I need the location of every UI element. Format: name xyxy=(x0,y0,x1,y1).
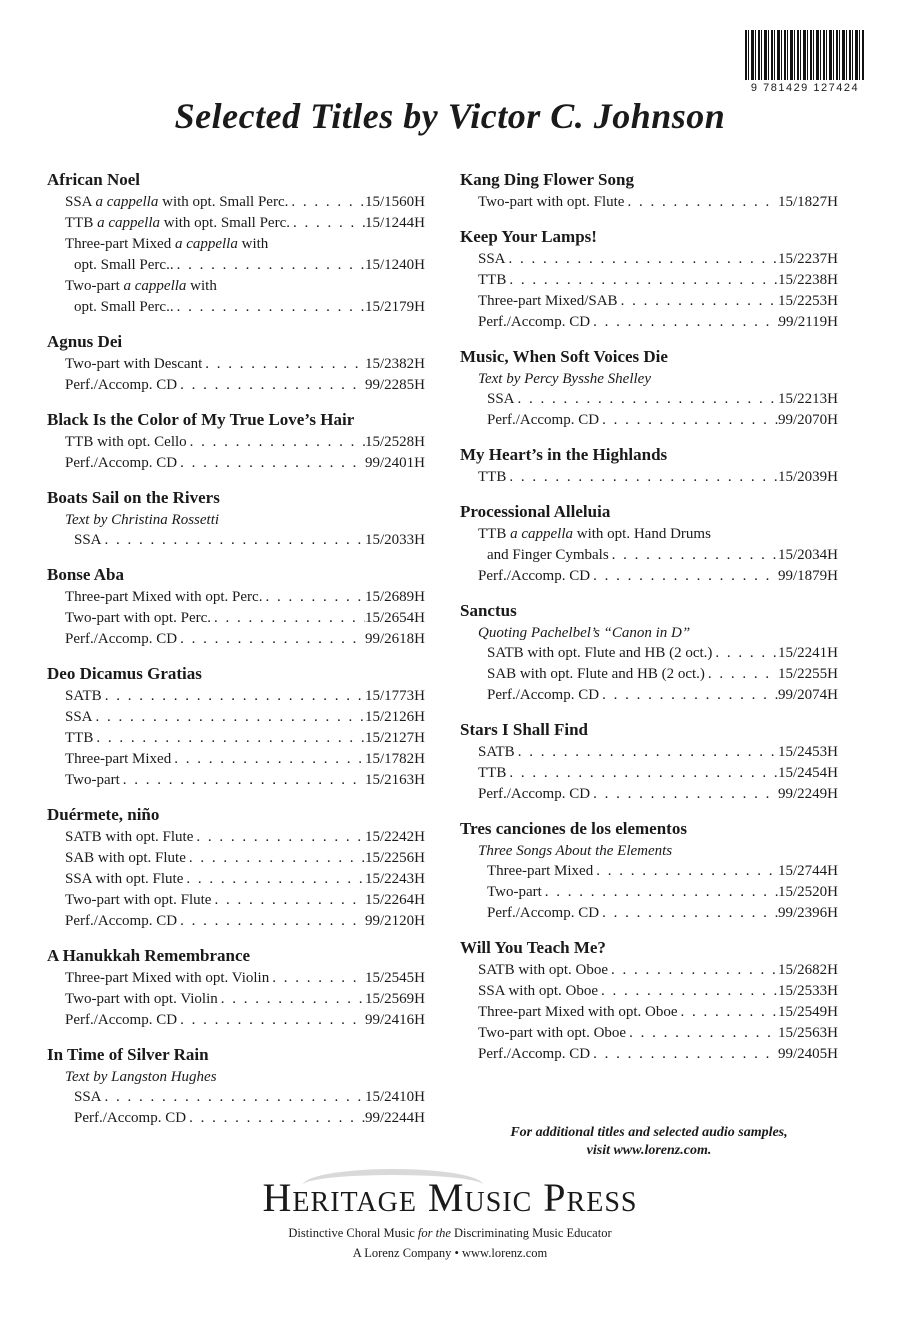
edition-row xyxy=(47,686,425,707)
catalog-number: 15/2127H xyxy=(365,730,425,746)
dot-leader xyxy=(193,827,365,848)
edition-label: Two-part with opt. Perc. xyxy=(65,610,212,626)
dot-leader xyxy=(120,770,365,791)
edition-label: Two-part with opt. Violin xyxy=(65,991,218,1007)
catalog-number: 15/1827H xyxy=(778,194,838,210)
work-subtitle: Text by Langston Hughes xyxy=(65,1069,217,1085)
edition-label: Two-part with opt. Flute xyxy=(65,892,212,908)
work-title: Deo Dicamus Gratias xyxy=(47,664,202,683)
work-entry xyxy=(47,563,425,650)
edition-label: Two-part with opt. Flute xyxy=(478,194,625,210)
edition-row xyxy=(47,587,425,608)
edition-label: Perf./Accomp. CD xyxy=(65,377,178,393)
dot-leader xyxy=(174,297,365,318)
work-title: Music, When Soft Voices Die xyxy=(460,347,668,366)
edition-label: opt. Small Perc.. xyxy=(74,299,174,315)
catalog-number: 15/2520H xyxy=(778,884,838,900)
edition-row xyxy=(47,192,425,213)
work-subtitle: Quoting Pachelbel’s “Canon in D” xyxy=(478,625,691,641)
edition-text: a cappella xyxy=(174,236,238,252)
dot-leader xyxy=(590,1044,778,1065)
edition-label: and Finger Cymbals xyxy=(487,547,609,563)
work-entry xyxy=(460,345,838,431)
edition-row xyxy=(460,960,838,981)
work-entry xyxy=(47,944,425,1031)
barcode-bars xyxy=(745,30,865,80)
edition-row xyxy=(47,1087,425,1108)
edition-label: Perf./Accomp. CD xyxy=(487,905,600,921)
dot-leader xyxy=(678,1002,778,1023)
edition-label: SSA with opt. Flute xyxy=(65,871,184,887)
dot-leader xyxy=(102,686,365,707)
edition-row xyxy=(47,530,425,551)
dot-leader xyxy=(598,981,778,1002)
publisher-footer xyxy=(0,1175,900,1263)
edition-text: SSA xyxy=(65,194,96,210)
work-title: African Noel xyxy=(47,170,141,189)
edition-text: TTB xyxy=(478,526,511,542)
catalog-number: 99/2249H xyxy=(778,786,838,802)
edition-row xyxy=(460,861,838,882)
catalog-number: 99/2070H xyxy=(778,412,838,428)
edition-row xyxy=(460,763,838,784)
edition-label: SSA xyxy=(487,391,515,407)
tagline-part-a: Distinctive Choral Music xyxy=(288,1226,418,1240)
dot-leader xyxy=(599,410,778,431)
edition-row xyxy=(460,664,838,685)
dot-leader xyxy=(93,728,365,749)
note-line-1: For additional titles and selected audio samples, xyxy=(510,1125,788,1140)
catalog-number: 15/2163H xyxy=(365,772,425,788)
catalog-number: 99/2618H xyxy=(365,631,425,647)
edition-row xyxy=(47,848,425,869)
edition-label: Perf./Accomp. CD xyxy=(65,1012,178,1028)
edition-label: Two-part xyxy=(65,772,120,788)
work-title: Tres canciones de los elementos xyxy=(460,819,687,838)
edition-label xyxy=(65,213,290,234)
catalog-number: 15/2256H xyxy=(365,850,425,866)
work-subtitle: Three Songs About the Elements xyxy=(478,843,673,859)
edition-row xyxy=(460,192,838,213)
catalog-number: 15/2241H xyxy=(778,645,838,661)
dot-leader xyxy=(183,869,365,890)
edition-text: TTB xyxy=(65,215,98,231)
catalog-number: 15/2255H xyxy=(778,666,838,682)
edition-label: Perf./Accomp. CD xyxy=(478,1046,591,1062)
edition-row xyxy=(47,911,425,932)
catalog-number: 15/2039H xyxy=(778,469,838,485)
catalog-number: 15/2034H xyxy=(778,547,838,563)
work-title: My Heart’s in the Highlands xyxy=(460,445,668,464)
catalog-number: 15/2453H xyxy=(778,744,838,760)
edition-text: with xyxy=(186,278,217,294)
isbn-number: 9 781429 127424 xyxy=(750,82,860,94)
dot-leader xyxy=(590,312,778,333)
work-entry xyxy=(47,168,425,318)
edition-row xyxy=(460,981,838,1002)
work-entry xyxy=(460,500,838,587)
catalog-number: 15/2744H xyxy=(778,863,838,879)
edition-label: Perf./Accomp. CD xyxy=(65,631,178,647)
edition-row xyxy=(460,742,838,763)
work-entry xyxy=(47,803,425,932)
work-entry xyxy=(460,443,838,488)
edition-label: Perf./Accomp. CD xyxy=(65,455,178,471)
edition-line xyxy=(47,276,425,297)
edition-label: opt. Small Perc.. xyxy=(74,257,174,273)
edition-row xyxy=(460,291,838,312)
work-entry xyxy=(47,330,425,396)
catalog-number: 15/2454H xyxy=(778,765,838,781)
catalog-number: 15/2533H xyxy=(778,983,838,999)
dot-leader xyxy=(590,784,778,805)
work-entry xyxy=(47,408,425,474)
work-entry xyxy=(47,1043,425,1129)
catalog-number: 15/2682H xyxy=(778,962,838,978)
edition-row xyxy=(460,389,838,410)
edition-row xyxy=(47,1010,425,1031)
catalog-number: 15/2238H xyxy=(778,272,838,288)
catalog-number: 15/2213H xyxy=(778,391,838,407)
dot-leader xyxy=(211,608,365,629)
dot-leader xyxy=(187,432,365,453)
catalog-number: 15/2126H xyxy=(365,709,425,725)
edition-row xyxy=(47,968,425,989)
edition-label: TTB with opt. Cello xyxy=(65,434,187,450)
catalog-number: 99/2244H xyxy=(365,1110,425,1126)
work-entry xyxy=(460,599,838,706)
work-entry xyxy=(460,168,838,213)
catalog-number: 15/2569H xyxy=(365,991,425,1007)
edition-row xyxy=(460,1023,838,1044)
dot-leader xyxy=(593,861,778,882)
edition-row xyxy=(460,249,838,270)
dot-leader xyxy=(705,664,778,685)
edition-label: Three-part Mixed with opt. Perc. xyxy=(65,589,263,605)
dot-leader xyxy=(177,911,365,932)
dot-leader xyxy=(211,890,365,911)
dot-leader xyxy=(288,192,365,213)
edition-label: SATB with opt. Oboe xyxy=(478,962,609,978)
tagline-for: for the xyxy=(417,1226,451,1240)
edition-row xyxy=(460,467,838,488)
catalog-number: 15/2243H xyxy=(365,871,425,887)
edition-label: SATB with opt. Flute xyxy=(65,829,194,845)
dot-leader xyxy=(202,354,365,375)
catalog-number: 15/2382H xyxy=(365,356,425,372)
edition-label: Two-part with opt. Oboe xyxy=(478,1025,627,1041)
edition-label: Three-part Mixed with opt. Oboe xyxy=(478,1004,678,1020)
edition-row xyxy=(460,882,838,903)
edition-row xyxy=(460,903,838,924)
catalog-number: 15/1782H xyxy=(365,751,425,767)
work-title: Processional Alleluia xyxy=(460,502,611,521)
dot-leader xyxy=(262,587,365,608)
dot-leader xyxy=(102,530,365,551)
publisher-logo xyxy=(263,1175,638,1221)
edition-text: with opt. Small Perc. xyxy=(160,215,290,231)
dot-leader xyxy=(177,453,365,474)
edition-label: Perf./Accomp. CD xyxy=(74,1110,187,1126)
catalog-number: 15/1240H xyxy=(365,257,425,273)
edition-row xyxy=(47,707,425,728)
edition-line xyxy=(47,234,425,255)
right-column xyxy=(460,168,838,1077)
work-title: Kang Ding Flower Song xyxy=(460,170,634,189)
work-title: Duérmete, niño xyxy=(47,805,160,824)
dot-leader xyxy=(626,1023,778,1044)
work-title: A Hanukkah Remembrance xyxy=(47,946,251,965)
edition-text: a cappella xyxy=(97,215,160,231)
catalog-number: 99/2405H xyxy=(778,1046,838,1062)
catalog-number: 15/1560H xyxy=(365,194,425,210)
work-title: Stars I Shall Find xyxy=(460,720,589,739)
dot-leader xyxy=(599,685,778,706)
catalog-number: 15/2545H xyxy=(365,970,425,986)
dot-leader xyxy=(599,903,778,924)
catalog-number: 15/2689H xyxy=(365,589,425,605)
work-title: Black Is the Color of My True Love’s Hair xyxy=(47,410,355,429)
dot-leader xyxy=(618,291,778,312)
work-title: Agnus Dei xyxy=(47,332,123,351)
work-entry xyxy=(460,718,838,805)
catalog-number: 99/2416H xyxy=(365,1012,425,1028)
catalog-number: 15/2253H xyxy=(778,293,838,309)
edition-label: Perf./Accomp. CD xyxy=(65,913,178,929)
dot-leader xyxy=(609,545,778,566)
work-title: Boats Sail on the Rivers xyxy=(47,488,220,507)
catalog-number: 15/2242H xyxy=(365,829,425,845)
edition-row xyxy=(47,728,425,749)
edition-label: Perf./Accomp. CD xyxy=(487,687,600,703)
edition-text: Two-part xyxy=(65,278,124,294)
edition-label: Perf./Accomp. CD xyxy=(478,314,591,330)
catalog-number: 99/2396H xyxy=(778,905,838,921)
work-subtitle: Text by Christina Rossetti xyxy=(65,512,220,528)
edition-label: SAB with opt. Flute and HB (2 oct.) xyxy=(487,666,705,682)
left-column xyxy=(47,168,425,1141)
edition-label: TTB xyxy=(478,469,507,485)
catalog-number: 99/2119H xyxy=(778,314,838,330)
edition-label: SSA xyxy=(478,251,506,267)
work-title: In Time of Silver Rain xyxy=(47,1045,209,1064)
edition-label: Perf./Accomp. CD xyxy=(487,412,600,428)
dot-leader xyxy=(506,467,778,488)
work-entry xyxy=(47,486,425,551)
company-line: A Lorenz Company • www.lorenz.com xyxy=(352,1246,548,1260)
catalog-number: 15/2549H xyxy=(778,1004,838,1020)
edition-row xyxy=(47,213,425,234)
edition-label: Two-part xyxy=(487,884,542,900)
catalog-number: 15/2410H xyxy=(365,1089,425,1105)
edition-label: Three-part Mixed xyxy=(65,751,172,767)
catalog-number: 99/2401H xyxy=(365,455,425,471)
website-note xyxy=(460,1124,838,1160)
edition-text: a cappella xyxy=(510,526,573,542)
edition-row xyxy=(47,869,425,890)
edition-row xyxy=(47,375,425,396)
edition-row xyxy=(460,643,838,664)
edition-line xyxy=(460,524,838,545)
work-entry xyxy=(47,662,425,791)
work-entry xyxy=(460,225,838,333)
dot-leader xyxy=(269,968,365,989)
dot-leader xyxy=(174,255,365,276)
dot-leader xyxy=(102,1087,365,1108)
dot-leader xyxy=(290,213,365,234)
dot-leader xyxy=(590,566,778,587)
edition-row xyxy=(47,989,425,1010)
edition-text: a cappella xyxy=(123,278,187,294)
edition-row xyxy=(460,685,838,706)
catalog-number: 15/2528H xyxy=(365,434,425,450)
edition-text: with opt. Small Perc. xyxy=(158,194,289,210)
work-entry xyxy=(460,817,838,924)
dot-leader xyxy=(177,1010,365,1031)
edition-label xyxy=(65,192,288,213)
edition-row xyxy=(47,749,425,770)
edition-text: with opt. Hand Drums xyxy=(573,526,711,542)
dot-leader xyxy=(186,848,365,869)
edition-row xyxy=(460,312,838,333)
note-line-2: visit www.lorenz.com. xyxy=(586,1143,712,1158)
work-title: Keep Your Lamps! xyxy=(460,227,597,246)
catalog-number: 99/1879H xyxy=(778,568,838,584)
edition-label: SSA with opt. Oboe xyxy=(478,983,599,999)
edition-label: Three-part Mixed xyxy=(487,863,594,879)
dot-leader xyxy=(177,629,365,650)
dot-leader xyxy=(506,270,778,291)
edition-row xyxy=(47,453,425,474)
page-title: Selected Titles by Victor C. Johnson xyxy=(174,96,726,136)
edition-row xyxy=(47,827,425,848)
edition-label: Perf./Accomp. CD xyxy=(478,786,591,802)
dot-leader xyxy=(608,960,778,981)
edition-label: TTB xyxy=(478,272,507,288)
edition-row xyxy=(47,890,425,911)
edition-label: TTB xyxy=(478,765,507,781)
edition-text: a cappella xyxy=(95,194,159,210)
catalog-number: 15/1773H xyxy=(365,688,425,704)
edition-row xyxy=(460,1002,838,1023)
edition-row xyxy=(47,608,425,629)
dot-leader xyxy=(186,1108,365,1129)
edition-label: SATB with opt. Flute and HB (2 oct.) xyxy=(487,645,713,661)
edition-label: Perf./Accomp. CD xyxy=(478,568,591,584)
dot-leader xyxy=(624,192,778,213)
dot-leader xyxy=(515,389,778,410)
catalog-number: 15/2264H xyxy=(365,892,425,908)
edition-row xyxy=(47,1108,425,1129)
dot-leader xyxy=(177,375,365,396)
edition-row xyxy=(460,410,838,431)
edition-row xyxy=(460,545,838,566)
edition-label: SSA xyxy=(74,1089,102,1105)
dot-leader xyxy=(218,989,365,1010)
catalog-number: 15/2237H xyxy=(778,251,838,267)
edition-row xyxy=(47,432,425,453)
barcode xyxy=(745,30,865,94)
catalog-number: 15/2654H xyxy=(365,610,425,626)
catalog-number: 15/2033H xyxy=(365,532,425,548)
publisher-name: Heritage Music Press xyxy=(262,1175,638,1220)
catalog-number: 99/2285H xyxy=(365,377,425,393)
dot-leader xyxy=(506,763,778,784)
edition-row xyxy=(47,629,425,650)
dot-leader xyxy=(542,882,778,903)
edition-label: Three-part Mixed with opt. Violin xyxy=(65,970,270,986)
publisher-tagline xyxy=(0,1223,900,1243)
edition-row xyxy=(47,770,425,791)
edition-label: Two-part with Descant xyxy=(65,356,203,372)
edition-label: SSA xyxy=(65,709,93,725)
edition-label: SSA xyxy=(74,532,102,548)
edition-text: Three-part Mixed xyxy=(65,236,175,252)
edition-row xyxy=(460,566,838,587)
catalog-number: 15/2563H xyxy=(778,1025,838,1041)
catalog-number: 15/2179H xyxy=(365,299,425,315)
dot-leader xyxy=(712,643,778,664)
edition-label: TTB xyxy=(65,730,94,746)
dot-leader xyxy=(93,707,365,728)
catalog-number: 99/2120H xyxy=(365,913,425,929)
edition-row xyxy=(460,1044,838,1065)
edition-label: SAB with opt. Flute xyxy=(65,850,186,866)
work-entry xyxy=(460,936,838,1065)
edition-row xyxy=(460,784,838,805)
edition-row xyxy=(47,255,425,276)
work-title: Sanctus xyxy=(460,601,517,620)
dot-leader xyxy=(515,742,778,763)
work-title: Will You Teach Me? xyxy=(460,938,606,957)
edition-label: SATB xyxy=(65,688,102,704)
tagline-part-b: Discriminating Music Educator xyxy=(450,1226,612,1240)
edition-row xyxy=(47,297,425,318)
dot-leader xyxy=(171,749,365,770)
dot-leader xyxy=(506,249,778,270)
catalog-number: 99/2074H xyxy=(778,687,838,703)
edition-row xyxy=(460,270,838,291)
edition-label: SATB xyxy=(478,744,515,760)
work-subtitle: Text by Percy Bysshe Shelley xyxy=(478,371,651,387)
edition-row xyxy=(47,354,425,375)
edition-text: with xyxy=(237,236,269,252)
catalog-number: 15/1244H xyxy=(365,215,425,231)
work-title: Bonse Aba xyxy=(47,565,124,584)
edition-label: Three-part Mixed/SAB xyxy=(478,293,618,309)
